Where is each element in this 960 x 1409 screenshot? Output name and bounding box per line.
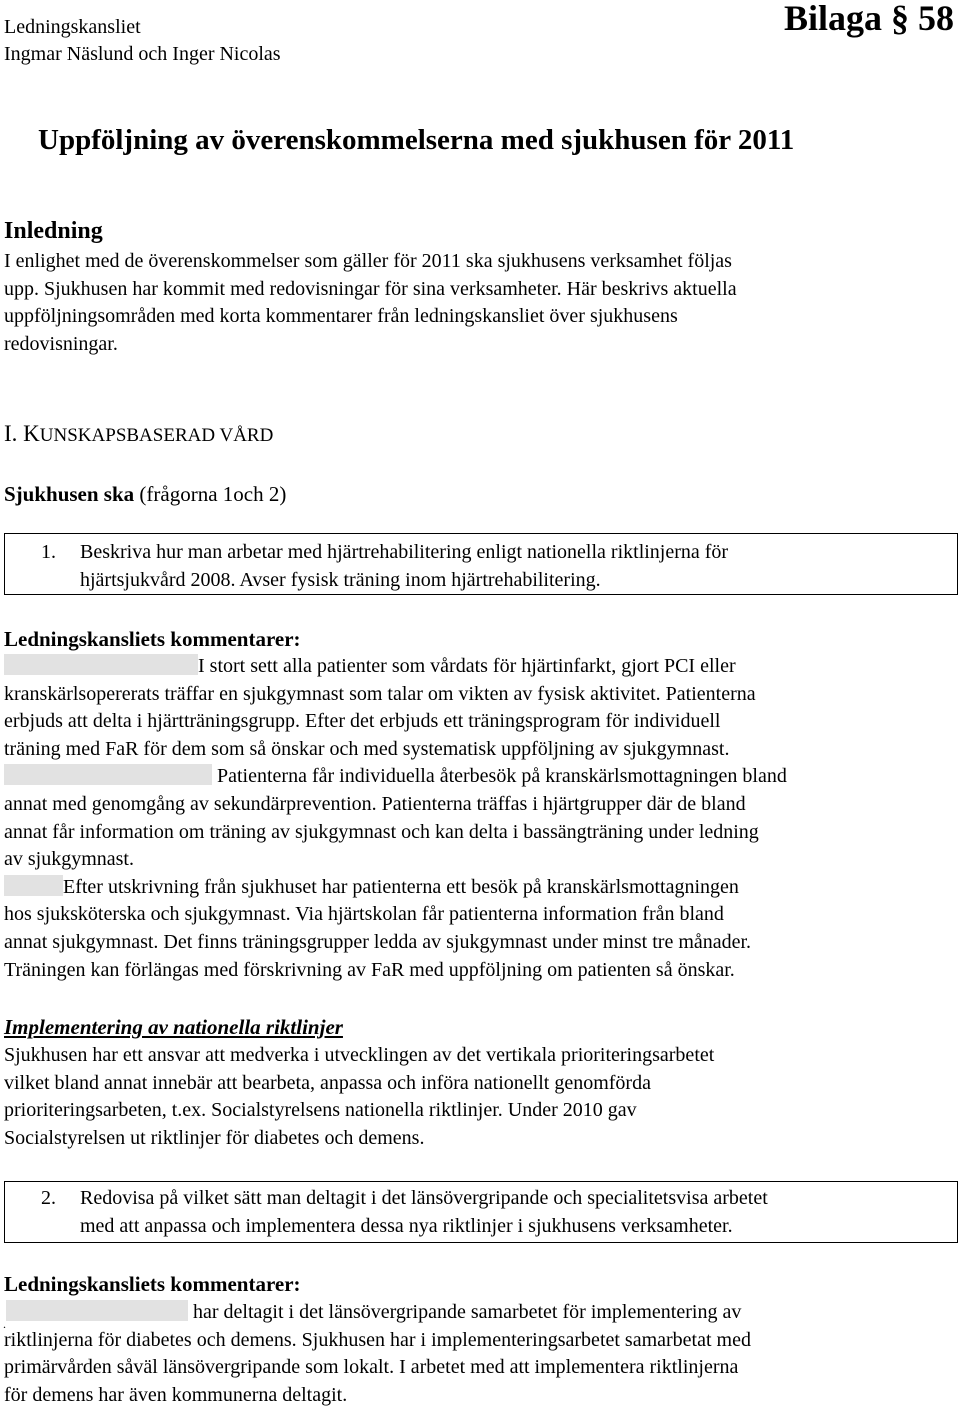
question-1-number: 1. xyxy=(41,541,56,563)
section-title-rest: UNSKAPSBASERAD VÅRD xyxy=(39,425,274,446)
question-2-text xyxy=(80,1185,947,1240)
question-2-number: 2. xyxy=(41,1187,56,1209)
comment-line: kranskärlsopererats träffar en sjukgymnast som talar om vikten av fysisk aktivitet. Patienterna xyxy=(4,682,756,705)
intro-line: uppföljningsområden med korta kommentarer från ledningskansliet över sjukhusens xyxy=(4,305,678,328)
comment-line: annat med genomgång av sekundärprevention. Patienterna träffas i hjärtgrupper där de bland xyxy=(4,792,746,815)
comment-1-block-2-first: Patienterna får individuella återbesök på kranskärlsmottagningen bland xyxy=(217,765,787,788)
implementation-paragraph xyxy=(4,1042,956,1152)
section-heading xyxy=(4,420,273,450)
redacted-block xyxy=(6,1300,188,1321)
stray-mark: . xyxy=(3,1317,6,1331)
comment-line: primärvården såväl länsövergripande som lokalt. I arbetet med att implementera riktlinjerna xyxy=(4,1356,739,1379)
header-authors: Ingmar Näslund och Inger Nicolas xyxy=(4,43,281,65)
question-1-text xyxy=(80,539,947,594)
question-2-box xyxy=(4,1181,958,1243)
intro-heading: Inledning xyxy=(4,218,103,244)
redacted-block xyxy=(4,654,198,675)
section-subheading xyxy=(4,480,286,508)
comment-line: för demens har även kommunerna deltagit. xyxy=(4,1383,348,1406)
section-roman: I. xyxy=(4,421,18,446)
comment-2-first: har deltagit i det länsövergripande samarbetet för implementering av xyxy=(193,1301,742,1323)
intro-paragraph xyxy=(4,248,956,358)
comment-1-body xyxy=(4,653,956,984)
question-1-box xyxy=(4,533,958,595)
implementation-line: prioriteringsarbeten, t.ex. Socialstyrelsens nationella riktlinjer. Under 2010 gav xyxy=(4,1099,637,1122)
intro-line: redovisningar. xyxy=(4,332,118,355)
intro-line: upp. Sjukhusen har kommit med redovisningar för sina verksamheter. Här beskrivs aktuella xyxy=(4,277,737,300)
document-title: Uppföljning av överenskommelserna med sjukhusen för 2011 xyxy=(38,124,795,156)
comment-line xyxy=(4,763,956,791)
section-first-letter: K xyxy=(23,421,40,446)
comment-line: av sjukgymnast. xyxy=(4,848,134,871)
redacted-block xyxy=(4,764,212,785)
document-header-left xyxy=(4,14,281,68)
implementation-line: Socialstyrelsen ut riktlinjer för diabetes och demens. xyxy=(4,1126,425,1149)
comment-2-heading: Ledningskansliets kommentarer: xyxy=(4,1272,301,1296)
question-line: Beskriva hur man arbetar med hjärtrehabilitering enligt nationella riktlinjerna för xyxy=(80,541,729,563)
comment-line xyxy=(4,1299,956,1327)
comment-line: erbjuds att delta i hjärtträningsgrupp. Efter det erbjuds ett träningsprogram för individuell xyxy=(4,710,721,733)
comment-line: annat sjukgymnast. Det finns träningsgrupper ledda av sjukgymnast under minst tre månader. xyxy=(4,930,752,953)
comment-line xyxy=(4,874,956,902)
comment-2-body xyxy=(4,1299,956,1409)
comment-line: träning med FaR för dem som så önskar och med systematisk uppföljning av sjukgymnast. xyxy=(4,737,730,760)
comment-1-block-3-first: Efter utskrivning från sjukhuset har patienterna ett besök på kranskärlsmottagningen xyxy=(63,875,739,898)
comment-line: hos sjuksköterska och sjukgymnast. Via hjärtskolan får patienterna information från bland xyxy=(4,903,724,926)
implementation-heading: Implementering av nationella riktlinjer xyxy=(4,1015,343,1039)
question-line: hjärtsjukvård 2008. Avser fysisk träning inom hjärtrehabilitering. xyxy=(80,568,601,591)
intro-line: I enlighet med de överenskommelser som gäller för 2011 ska sjukhusens verksamhet följas xyxy=(4,250,732,272)
comment-line: Träningen kan förlängas med förskrivning av FaR med uppföljning om patienten så önskar. xyxy=(4,958,735,981)
header-org: Ledningskansliet xyxy=(4,16,141,38)
implementation-line: vilket bland annat innebär att bearbeta, anpassa och införa nationellt genomförda xyxy=(4,1071,651,1094)
comment-line: annat får information om träning av sjukgymnast och kan delta i bassängträning under ledning xyxy=(4,820,759,843)
comment-line: riktlinjerna för diabetes och demens. Sjukhusen har i implementeringsarbetet samarbetat med xyxy=(4,1328,751,1351)
comment-line xyxy=(4,653,956,681)
subheading-bold: Sjukhusen ska xyxy=(4,482,135,506)
annex-label: Bilaga § 58 xyxy=(783,0,954,38)
implementation-line: Sjukhusen har ett ansvar att medverka i utvecklingen av det vertikala prioriteringsarbetet xyxy=(4,1044,715,1066)
subheading-rest: (frågorna 1och 2) xyxy=(139,482,287,506)
comment-1-block-1-first: I stort sett alla patienter som vårdats för hjärtinfarkt, gjort PCI eller xyxy=(198,655,736,677)
question-line: med att anpassa och implementera dessa nya riktlinjer i sjukhusens verksamheter. xyxy=(80,1214,733,1237)
comment-1-heading: Ledningskansliets kommentarer: xyxy=(4,627,301,651)
question-line: Redovisa på vilket sätt man deltagit i det länsövergripande och specialitetsvisa arbetet xyxy=(80,1187,768,1209)
redacted-block xyxy=(4,875,63,896)
